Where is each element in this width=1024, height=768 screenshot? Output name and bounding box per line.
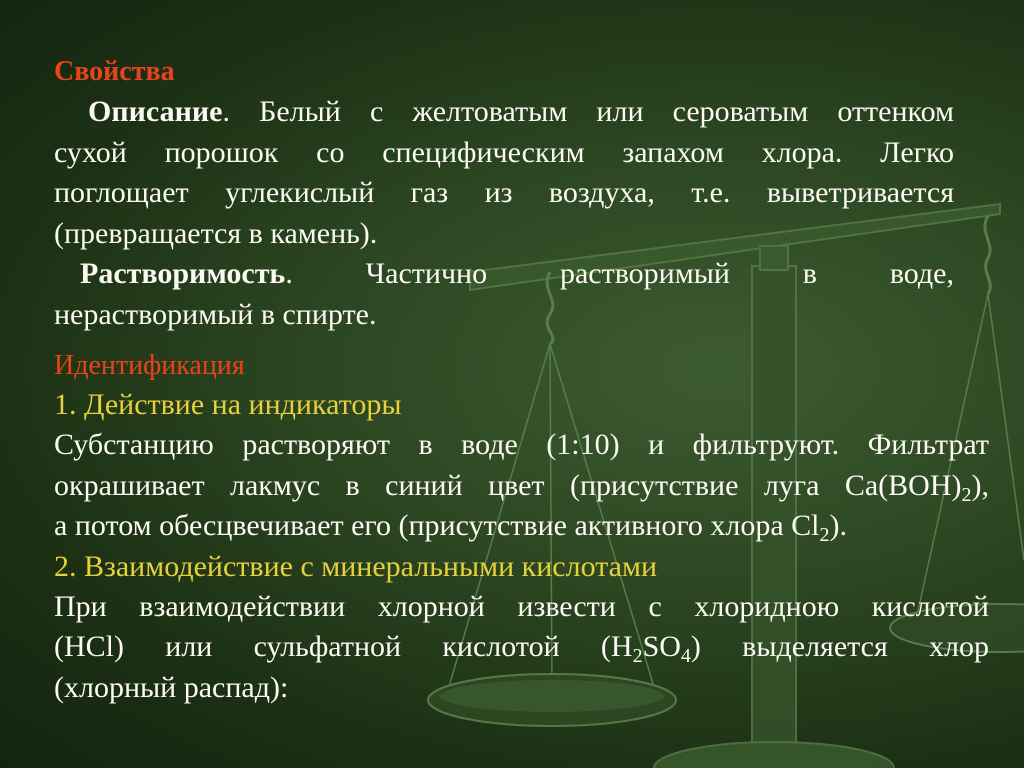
description-line-4: (превращается в камень). (54, 216, 378, 250)
solubility-term: Растворимость (80, 257, 286, 290)
test2-line-2: (HCl) или сульфатной кислотой $(H_2SO_4)$ выделяется хлор (54, 630, 990, 667)
description-paragraph (54, 92, 954, 254)
test1-line-3: а потом обесцвечивает его (присутствие активного хлора $Cl_2$). (54, 509, 848, 546)
description-line-1: Описание. Белый с желтоватым или сероватым оттенком (88, 95, 954, 128)
test1-line-2: окрашивает лакмус в синий цвет (присутствие луга $Ca(BOH)_2$), (54, 468, 989, 506)
properties-title: Свойства (54, 56, 175, 87)
description-line-2: сухой порошок со специфическим запахом хлора. Легко (54, 135, 954, 169)
solubility-paragraph (54, 254, 954, 335)
slide-content (54, 52, 989, 708)
test1-line-1: Субстанцию растворяют в воде (1:10) и фильтруют. Фильтрат (54, 428, 989, 461)
description-line-3: поглощает углекислый газ из воздуха, т.е. выветривается (54, 176, 954, 209)
test2-heading: 2. Взаимодействие с минеральными кислотами (54, 549, 658, 583)
test2-line-1: При взаимодействии хлорной извести с хлоридною кислотой (54, 589, 989, 623)
solubility-line-2: нерастворимый в спирте. (54, 297, 377, 331)
test2-line-3: (хлорный распад): (54, 670, 289, 704)
identification-title: Идентификация (54, 350, 245, 381)
test1-heading: 1. Действие на индикаторы (54, 388, 402, 421)
base (654, 742, 894, 768)
solubility-line-1: Растворимость. Частично растворимый в воде, (80, 257, 954, 290)
description-term: Описание (88, 95, 223, 128)
